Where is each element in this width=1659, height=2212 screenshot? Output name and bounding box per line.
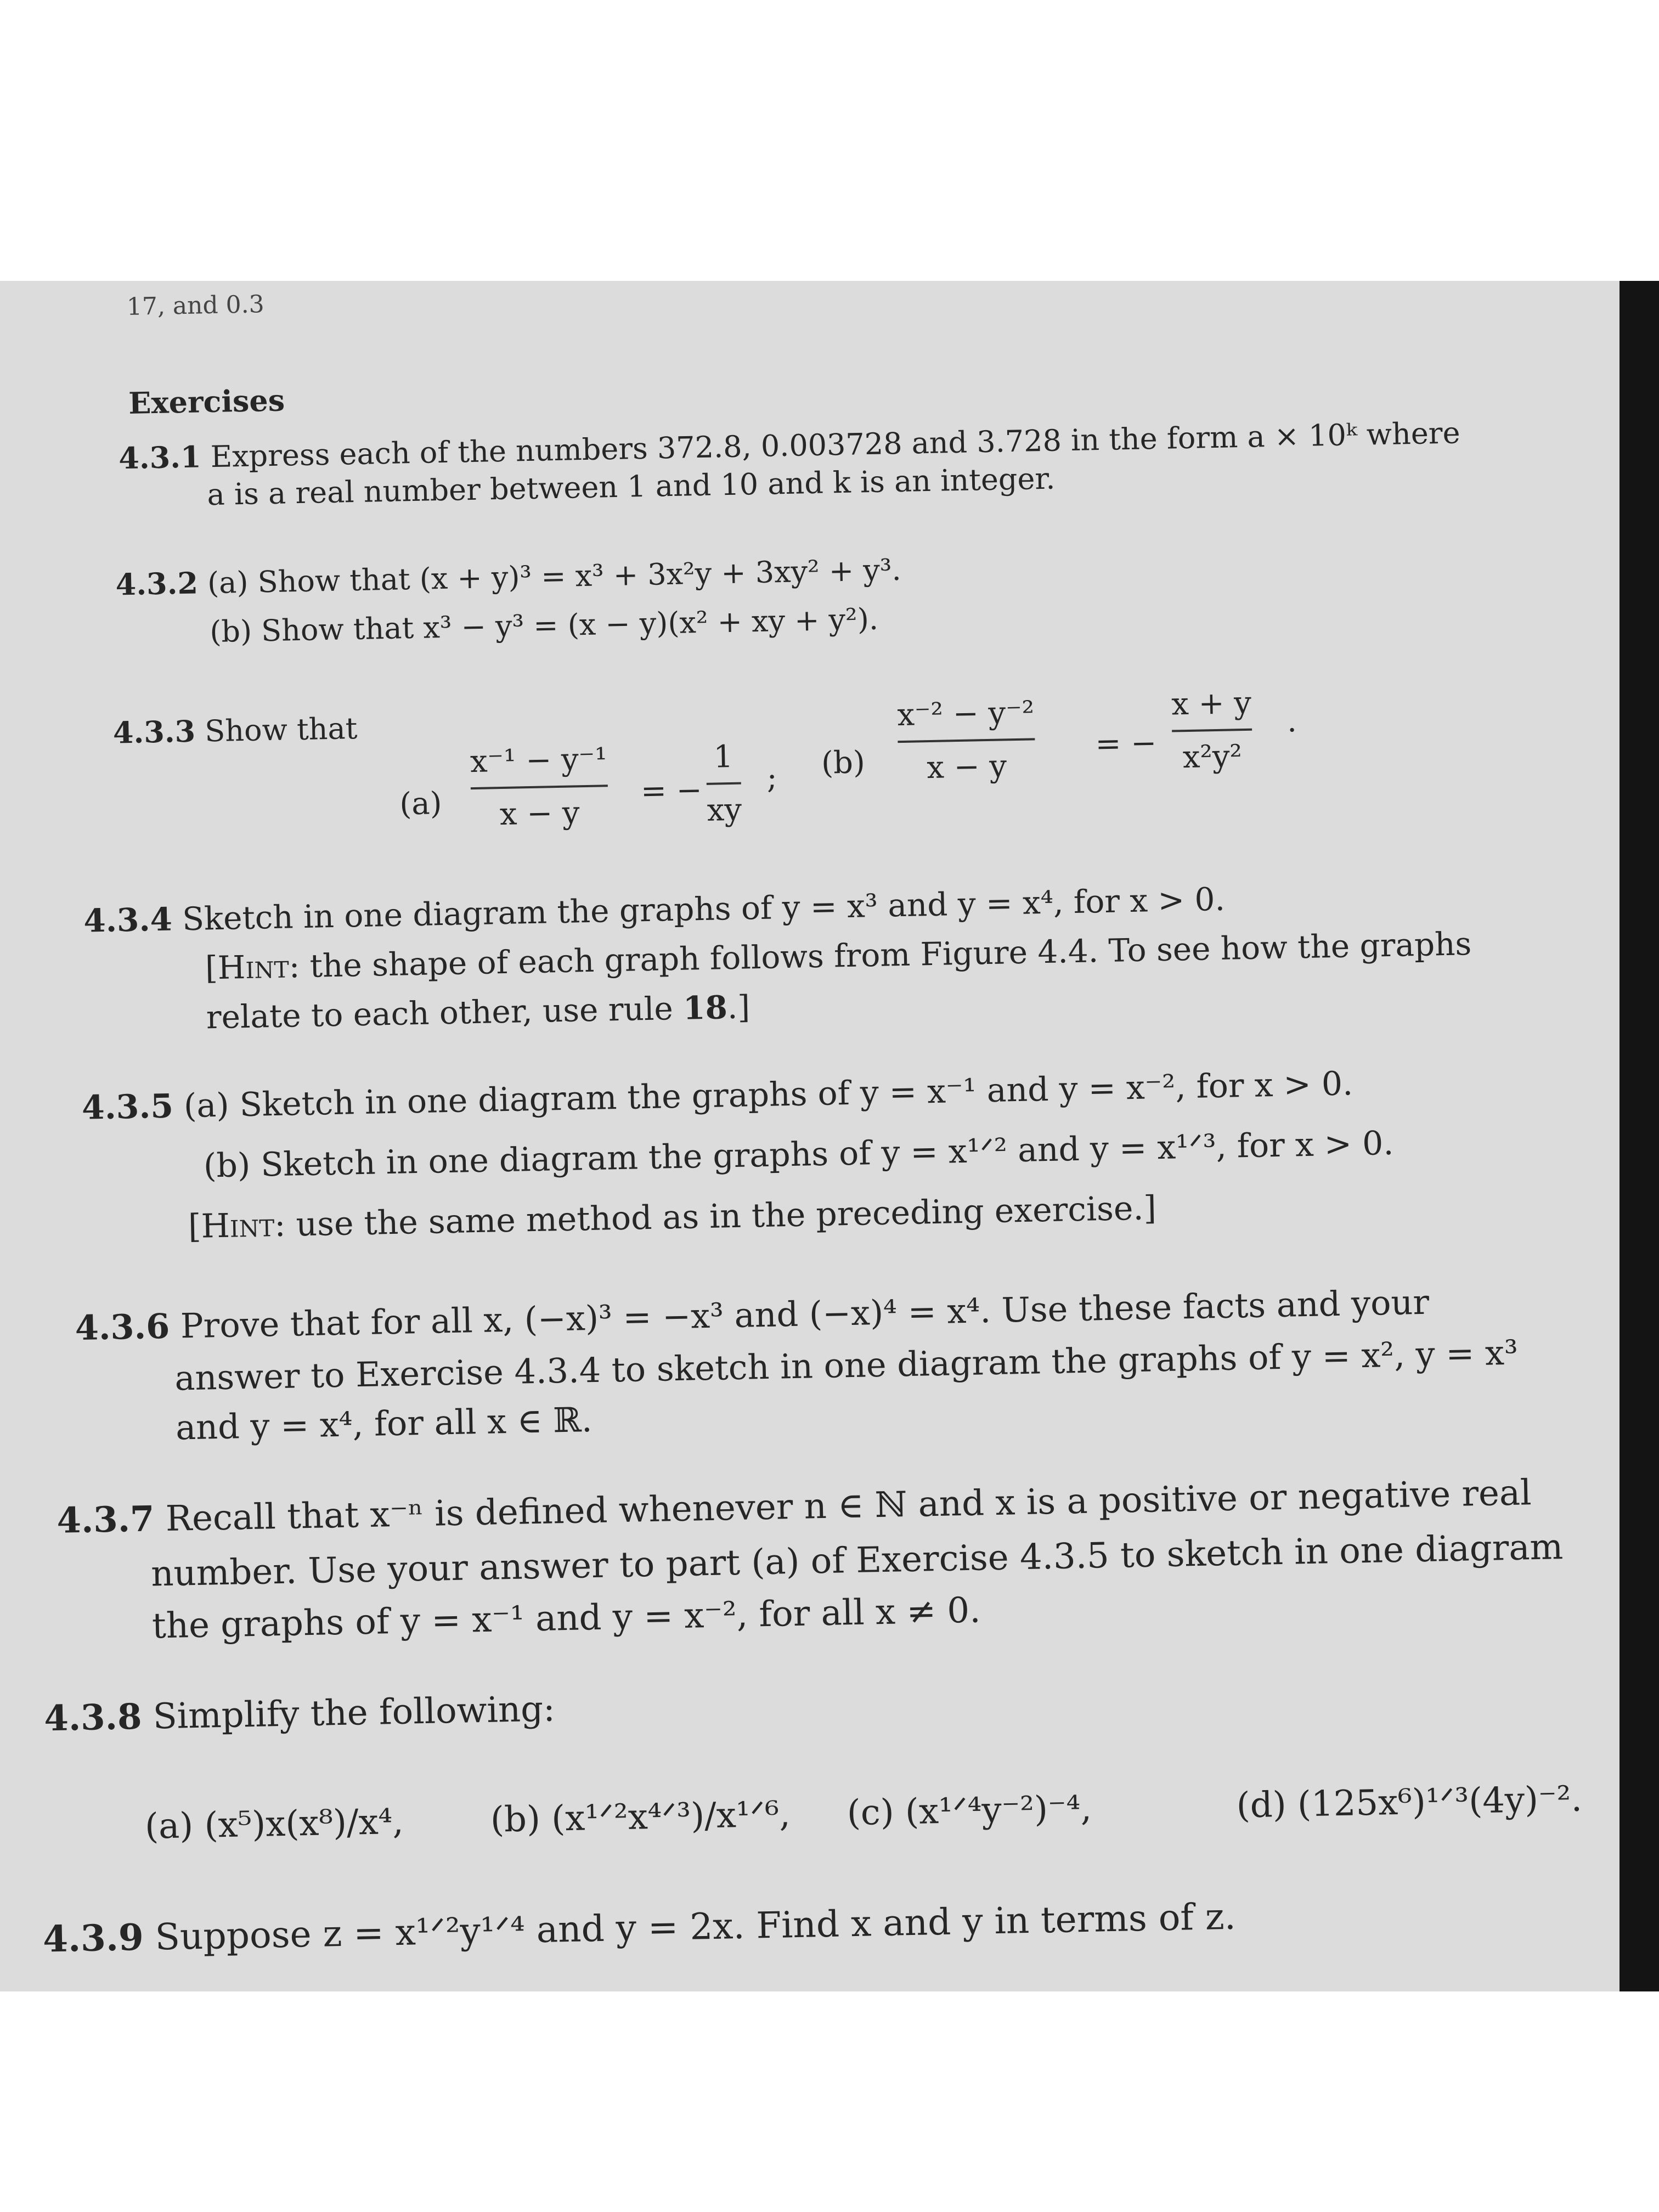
denominator: xy (707, 792, 742, 828)
section-title: Exercises (128, 382, 285, 421)
fraction-bar (898, 738, 1035, 743)
exercise-4-3-3 (112, 711, 358, 751)
fraction-b-rhs (1171, 685, 1253, 776)
exercise-part-a: (a) Show that (x + y)³ = x³ + 3x²y + 3xy² + y³. (207, 552, 902, 601)
fraction-a-rhs (706, 739, 742, 828)
exercise-4-3-7 (56, 1472, 1532, 1542)
numerator: 1 (713, 738, 733, 775)
exercise-4-3-5-part-b: (b) Sketch in one diagram the graphs of y = x¹ᐟ² and y = x¹ᐟ³, for x > 0. (203, 1124, 1394, 1186)
exercise-number: 4.3.4 (83, 900, 173, 940)
exercise-4-3-5-hint (188, 1189, 1157, 1246)
fraction-bar (471, 785, 608, 789)
denominator: x²y² (1182, 738, 1243, 776)
exercise-4-3-4-hint (205, 925, 1472, 987)
exercise-4-3-6 (74, 1282, 1430, 1348)
part-b-label: (b) (821, 744, 866, 781)
cut-off-top-line: 17, and 0.3 (126, 290, 265, 321)
fraction-bar (707, 782, 741, 785)
bracket: [ (188, 1207, 202, 1246)
hint-label: Hint (200, 1206, 275, 1246)
exercise-lead: Show that (204, 711, 358, 749)
exercise-number: 4.3.7 (56, 1498, 155, 1542)
exercise-text: Prove that for all x, (−x)³ = −x³ and (−x)⁴ = x⁴. Use these facts and your (180, 1282, 1430, 1346)
exercise-number: 4.3.3 (112, 713, 196, 751)
fraction-a-lhs (470, 741, 608, 833)
exercise-text: Recall that x⁻ⁿ is defined whenever n ∈ ℕ and x is a positive or negative real (165, 1472, 1532, 1539)
exercise-4-3-4 (83, 880, 1226, 940)
exercise-lead: Simplify the following: (153, 1689, 556, 1737)
exercise-4-3-7-line2: number. Use your answer to part (a) of Exercise 4.3.5 to sketch in one diagram (150, 1527, 1564, 1595)
book-page (0, 281, 1659, 1991)
hint-text: : the shape of each graph follows from Figure 4.4. To see how the graphs (289, 925, 1472, 985)
separator: ; (766, 760, 778, 796)
fraction-b-lhs (897, 695, 1036, 786)
exercise-4-3-6-line3: and y = x⁴, for all x ∈ ℝ. (175, 1400, 593, 1448)
hint-end: .] (727, 988, 751, 1026)
simplify-d: (d) (125x⁶)¹ᐟ³(4y)⁻². (1236, 1779, 1583, 1826)
exercise-number: 4.3.8 (43, 1696, 143, 1740)
exercise-number: 4.3.9 (42, 1915, 144, 1961)
exercise-number: 4.3.2 (115, 565, 199, 602)
period: . (1286, 703, 1297, 740)
equals-minus: = − (1094, 725, 1157, 763)
exercise-text: Express each of the numbers 372.8, 0.003728 and 3.728 in the form a × 10ᵏ where (210, 415, 1461, 475)
exercise-number: 4.3.5 (81, 1087, 174, 1127)
exercise-4-3-2 (115, 552, 902, 602)
bracket: [ (205, 949, 218, 987)
simplify-a: (a) (x⁵)x(x⁸)/x⁴, (144, 1801, 404, 1847)
exercise-4-3-1-line2: a is a real number between 1 and 10 and k is an integer. (206, 461, 1056, 512)
exercise-text: Suppose z = x¹ᐟ²y¹ᐟ⁴ and y = 2x. Find x and y in terms of z. (154, 1895, 1237, 1959)
exercise-4-3-4-line3 (206, 988, 751, 1036)
denominator: x − y (499, 795, 580, 833)
numerator: x⁻² − y⁻² (896, 695, 1035, 733)
simplify-b: (b) (x¹ᐟ²x⁴ᐟ³)/x¹ᐟ⁶, (490, 1794, 791, 1841)
exercise-part-a: (a) Sketch in one diagram the graphs of y = x⁻¹ and y = x⁻², for x > 0. (183, 1064, 1353, 1126)
hint-text: relate to each other, use rule (206, 989, 684, 1036)
exercise-number: 4.3.6 (74, 1306, 170, 1348)
part-a-label: (a) (399, 786, 443, 822)
exercise-4-3-7-line3: the graphs of y = x⁻¹ and y = x⁻², for all x ≠ 0. (151, 1590, 981, 1647)
exercise-number: 4.3.1 (118, 439, 202, 476)
exercise-4-3-8 (43, 1689, 556, 1740)
exercise-4-3-1 (118, 415, 1461, 476)
denominator: x − y (926, 748, 1007, 786)
numerator: x + y (1171, 685, 1252, 723)
simplify-c: (c) (x¹ᐟ⁴y⁻²)⁻⁴, (847, 1788, 1092, 1834)
exercise-text: Sketch in one diagram the graphs of y = x³ and y = x⁴, for x > 0. (182, 880, 1226, 938)
page-content (11, 281, 1652, 1991)
rule-number: 18 (682, 989, 728, 1027)
equals-minus: = − (640, 772, 703, 810)
exercise-4-3-6-line2: answer to Exercise 4.3.4 to sketch in one diagram the graphs of y = x², y = x³ (174, 1332, 1519, 1398)
exercise-4-3-9 (42, 1895, 1237, 1961)
fraction-bar (1172, 729, 1252, 732)
exercise-4-3-2-part-b: (b) Show that x³ − y³ = (x − y)(x² + xy + y²). (209, 601, 879, 650)
numerator: x⁻¹ − y⁻¹ (470, 741, 608, 780)
exercise-4-3-5 (81, 1064, 1353, 1127)
hint-label: Hint (217, 947, 290, 986)
hint-text: : use the same method as in the preceding exercise.] (274, 1189, 1157, 1245)
